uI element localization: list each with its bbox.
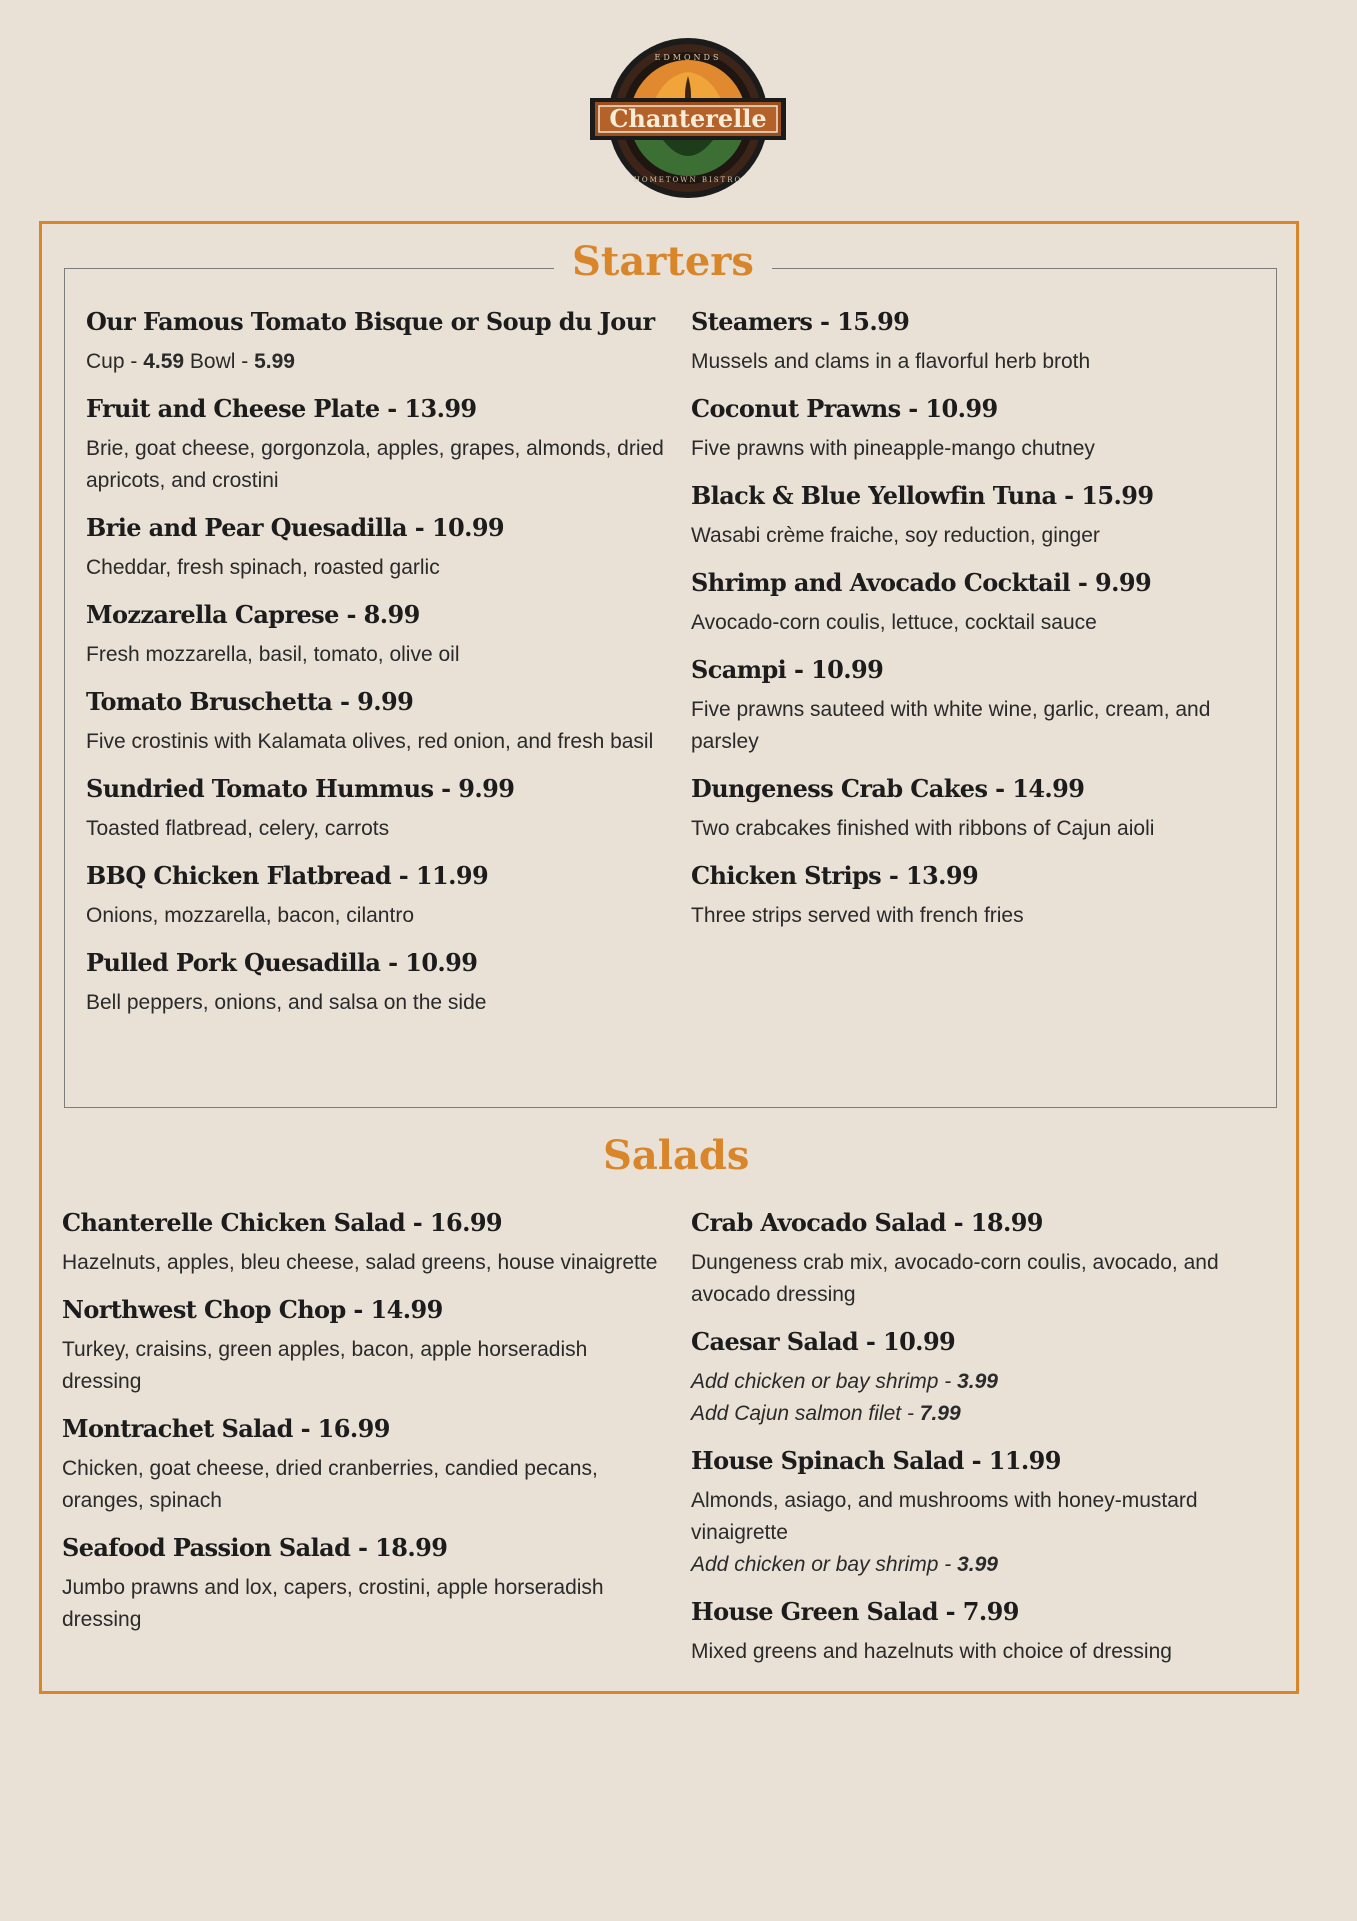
addon-price: 3.99 [957, 1370, 998, 1393]
salads-heading: Salads [603, 1132, 750, 1179]
item-name: Sundried Tomato Hummus - 9.99 [86, 774, 515, 803]
addon-label: Add chicken or bay shrimp - [691, 1553, 958, 1576]
item-description: Hazelnuts, apples, bleu cheese, salad greens, house vinaigrette [62, 1251, 658, 1274]
item-name: House Spinach Salad - 11.99 [691, 1446, 1061, 1475]
chanterelle-logo [590, 36, 786, 200]
item-description: Fresh mozzarella, basil, tomato, olive oil [86, 643, 460, 666]
menu-item [62, 1293, 662, 1398]
menu-item [691, 479, 1271, 552]
svg-text:EDMONDS: EDMONDS [654, 53, 722, 62]
item-name: Crab Avocado Salad - 18.99 [691, 1208, 1043, 1237]
item-description: Mixed greens and hazelnuts with choice of dressing [691, 1640, 1172, 1663]
item-name: Scampi - 10.99 [691, 655, 884, 684]
menu-item [86, 511, 666, 584]
item-name: Caesar Salad - 10.99 [691, 1327, 956, 1356]
menu-item [691, 1325, 1271, 1430]
item-description: Brie, goat cheese, gorgonzola, apples, grapes, almonds, dried apricots, and crostini [86, 437, 664, 492]
starters-heading: Starters [554, 242, 772, 282]
item-description: Dungeness crab mix, avocado-corn coulis, avocado, and avocado dressing [691, 1251, 1219, 1306]
item-description: Bell peppers, onions, and salsa on the side [86, 991, 487, 1014]
menu-item [86, 859, 666, 932]
item-description: Three strips served with french fries [691, 904, 1024, 927]
menu-item [86, 685, 666, 758]
item-name: BBQ Chicken Flatbread - 11.99 [86, 861, 489, 890]
cup-price: 4.59 [143, 350, 185, 373]
item-name: Shrimp and Avocado Cocktail - 9.99 [691, 568, 1152, 597]
menu-item [62, 1412, 662, 1517]
menu-item [691, 566, 1271, 639]
description-text: Almonds, asiago, and mushrooms with honey-mustard vinaigrette [691, 1489, 1198, 1544]
menu-item [62, 1531, 662, 1636]
addon-price: 7.99 [919, 1402, 961, 1425]
item-addons [691, 1366, 1271, 1430]
item-name: Northwest Chop Chop - 14.99 [62, 1295, 443, 1324]
item-name: Brie and Pear Quesadilla - 10.99 [86, 513, 505, 542]
menu-item [691, 859, 1271, 932]
menu-item [691, 1206, 1271, 1311]
addon-label: Add Cajun salmon filet - [691, 1402, 920, 1425]
item-name: Steamers - 15.99 [691, 307, 910, 336]
menu-item [691, 392, 1271, 465]
addon-label: Add chicken or bay shrimp - [691, 1370, 958, 1393]
item-description [86, 346, 666, 378]
menu-item [86, 772, 666, 845]
addon-price: 3.99 [957, 1553, 998, 1576]
item-name: Pulled Pork Quesadilla - 10.99 [86, 948, 478, 977]
menu-item [691, 653, 1271, 758]
item-description: Five crostinis with Kalamata olives, red onion, and fresh basil [86, 730, 654, 753]
bowl-label: Bowl - [184, 350, 255, 373]
salads-left-column [62, 1206, 662, 1650]
menu-item [86, 946, 666, 1019]
item-description: Five prawns with pineapple-mango chutney [691, 437, 1095, 460]
item-name: Chanterelle Chicken Salad - 16.99 [62, 1208, 503, 1237]
addon-line [691, 1398, 1271, 1430]
item-description: Cheddar, fresh spinach, roasted garlic [86, 556, 440, 579]
salads-right-column [691, 1206, 1271, 1682]
item-description: Turkey, craisins, green apples, bacon, apple horseradish dressing [62, 1338, 588, 1393]
menu-item [691, 305, 1271, 378]
item-name: Fruit and Cheese Plate - 13.99 [86, 394, 477, 423]
item-name: Dungeness Crab Cakes - 14.99 [691, 774, 1085, 803]
item-description: Onions, mozzarella, bacon, cilantro [86, 904, 414, 927]
svg-text:HOMETOWN BISTRO: HOMETOWN BISTRO [633, 176, 743, 184]
menu-item [691, 1444, 1271, 1581]
item-description [691, 1485, 1271, 1581]
item-description: Mussels and clams in a flavorful herb broth [691, 350, 1091, 373]
cup-label: Cup - [86, 350, 144, 373]
item-description: Toasted flatbread, celery, carrots [86, 817, 390, 840]
menu-item [691, 1595, 1271, 1668]
item-description: Jumbo prawns and lox, capers, crostini, apple horseradish dressing [62, 1576, 604, 1631]
menu-item [62, 1206, 662, 1279]
menu-item [86, 392, 666, 497]
item-description: Two crabcakes finished with ribbons of Cajun aioli [691, 817, 1155, 840]
menu-item [86, 598, 666, 671]
item-description: Chicken, goat cheese, dried cranberries, candied pecans, oranges, spinach [62, 1457, 598, 1512]
menu-item [691, 772, 1271, 845]
svg-text:Chanterelle: Chanterelle [609, 104, 767, 133]
addon-line [691, 1366, 1271, 1398]
item-name: Seafood Passion Salad - 18.99 [62, 1533, 448, 1562]
starters-right-column [691, 305, 1271, 946]
item-description: Wasabi crème fraiche, soy reduction, ginger [691, 524, 1100, 547]
item-description: Avocado-corn coulis, lettuce, cocktail sauce [691, 611, 1097, 634]
bowl-price: 5.99 [254, 350, 295, 373]
item-name: Chicken Strips - 13.99 [691, 861, 979, 890]
item-description: Five prawns sauteed with white wine, garlic, cream, and parsley [691, 698, 1211, 753]
item-name: Tomato Bruschetta - 9.99 [86, 687, 414, 716]
item-name: Our Famous Tomato Bisque or Soup du Jour [86, 307, 655, 336]
item-name: House Green Salad - 7.99 [691, 1597, 1019, 1626]
item-name: Coconut Prawns - 10.99 [691, 394, 998, 423]
menu-item [86, 305, 666, 378]
item-name: Montrachet Salad - 16.99 [62, 1414, 390, 1443]
starters-left-column [86, 305, 666, 1033]
addon-line [691, 1549, 1271, 1581]
item-name: Black & Blue Yellowfin Tuna - 15.99 [691, 481, 1154, 510]
item-name: Mozzarella Caprese - 8.99 [86, 600, 420, 629]
